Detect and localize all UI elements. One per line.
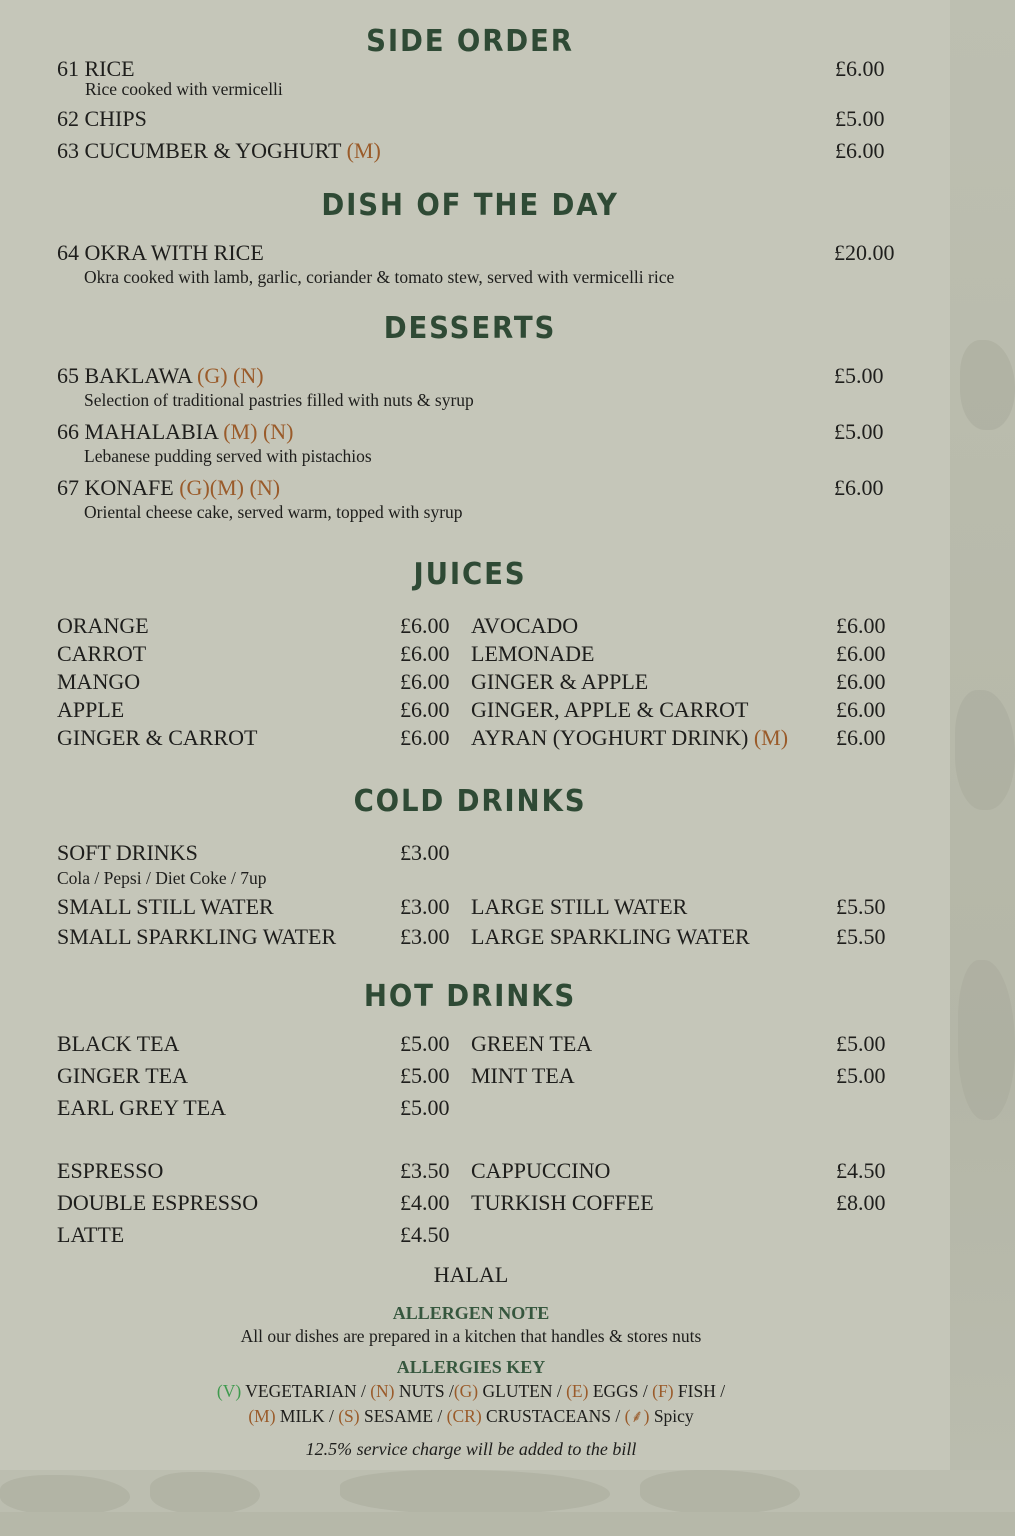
menu-item-name: 61 RICE (57, 56, 135, 81)
milk-tag: (M) (248, 1406, 276, 1426)
drink-name: LARGE STILL WATER (471, 894, 688, 919)
drink-name: SOFT DRINKS (57, 840, 198, 865)
menu-item-price: £5.00 (835, 106, 885, 131)
halal-label: HALAL (433, 1262, 509, 1287)
menu-item-price: £5.00 (834, 419, 884, 444)
background-leaf (150, 1472, 260, 1514)
juice-price: £6.00 (836, 669, 886, 694)
drink-name: EARL GREY TEA (57, 1095, 227, 1120)
juice-price: £6.00 (836, 697, 886, 722)
allergen-note-title: ALLERGEN NOTE (392, 1303, 550, 1323)
juice-price: £6.00 (400, 641, 450, 666)
drink-price: £5.00 (400, 1031, 450, 1056)
drink-description: Cola / Pepsi / Diet Coke / 7up (57, 868, 267, 888)
allergen-tag: (G)(M) (N) (179, 475, 281, 500)
drink-price: £4.50 (836, 1158, 886, 1183)
background-band (0, 1512, 1015, 1536)
drink-price: £5.50 (836, 894, 886, 919)
menu-item-description: Rice cooked with vermicelli (85, 79, 283, 99)
drink-price: £8.00 (836, 1190, 886, 1215)
menu-item-name: 65 BAKLAWA (G) (N) (57, 363, 264, 388)
background-leaf (0, 1475, 130, 1515)
allergies-key-line-1 (0, 1381, 942, 1402)
allergies-key-line-2 (0, 1404, 942, 1428)
background-leaf (640, 1470, 800, 1514)
menu-item-name: 63 CUCUMBER & YOGHURT (M) (57, 138, 381, 163)
juice-price: £6.00 (400, 669, 450, 694)
juice-name: ORANGE (57, 613, 149, 638)
juice-name: GINGER & APPLE (471, 669, 649, 694)
drink-name: LARGE SPARKLING WATER (471, 924, 750, 949)
drink-price: £3.00 (400, 840, 450, 865)
drink-price: £4.50 (400, 1222, 450, 1247)
juice-name: GINGER & CARROT (57, 725, 258, 750)
drink-price: £3.50 (400, 1158, 450, 1183)
drink-name: SMALL STILL WATER (57, 894, 274, 919)
allergen-tag: (G) (N) (197, 363, 264, 388)
key-label: FISH / (673, 1381, 726, 1401)
menu-item-price: £20.00 (834, 240, 895, 265)
juice-name: CARROT (57, 641, 147, 666)
drink-price: £5.00 (836, 1063, 886, 1088)
menu-item-price: £5.00 (834, 363, 884, 388)
vegetarian-tag: (V) (216, 1381, 242, 1401)
juice-price: £6.00 (836, 725, 886, 750)
section-title-cold-drinks: COLD DRINKS (353, 784, 587, 819)
drink-name: GINGER TEA (57, 1063, 188, 1088)
key-label: VEGETARIAN / (241, 1381, 371, 1401)
section-title-hot-drinks: HOT DRINKS (363, 979, 577, 1014)
menu-item-name: 67 KONAFE (G)(M) (N) (57, 475, 281, 500)
drink-price: £4.00 (400, 1190, 450, 1215)
service-charge-note: 12.5% service charge will be added to the bill (305, 1439, 637, 1459)
drink-price: £5.00 (836, 1031, 886, 1056)
juice-name: APPLE (57, 697, 125, 722)
key-label: GLUTEN / (478, 1381, 567, 1401)
menu-item-description: Okra cooked with lamb, garlic, coriander & tomato stew, served with vermicelli rice (84, 267, 675, 287)
section-title-juices: JUICES (413, 557, 527, 592)
juice-price: £6.00 (400, 725, 450, 750)
juice-price: £6.00 (400, 697, 450, 722)
allergen-tag: (M) (753, 725, 789, 750)
drink-name: BLACK TEA (57, 1031, 180, 1056)
background-leaf (340, 1470, 610, 1514)
menu-item-description: Selection of traditional pastries filled with nuts & syrup (84, 390, 474, 410)
key-label: EGGS / (588, 1381, 653, 1401)
juice-name: GINGER, APPLE & CARROT (471, 697, 749, 722)
menu-item-price: £6.00 (835, 56, 885, 81)
menu-item-price: £6.00 (835, 138, 885, 163)
menu-item-description: Lebanese pudding served with pistachios (84, 446, 372, 466)
menu-item-name: 66 MAHALABIA (M) (N) (57, 419, 294, 444)
drink-price: £5.00 (400, 1095, 450, 1120)
juice-name: MANGO (57, 669, 141, 694)
section-title-desserts: DESSERTS (383, 311, 557, 346)
key-label: Spicy (649, 1406, 694, 1426)
drink-name: CAPPUCCINO (471, 1158, 611, 1183)
drink-price: £5.00 (400, 1063, 450, 1088)
drink-name: LATTE (57, 1222, 125, 1247)
drink-price: £5.50 (836, 924, 886, 949)
fish-tag: (F) (652, 1381, 674, 1401)
allergen-tag: (M) (346, 138, 381, 163)
drink-name: GREEN TEA (471, 1031, 593, 1056)
allergen-tag: (M) (N) (223, 419, 294, 444)
key-label: MILK / (275, 1406, 339, 1426)
chilli-icon: (⸙) (624, 1406, 650, 1426)
sesame-tag: (S) (338, 1406, 360, 1426)
key-label: CRUSTACEANS / (481, 1406, 625, 1426)
menu-item-name: 62 CHIPS (57, 106, 147, 131)
key-label: NUTS / (394, 1381, 454, 1401)
juice-price: £6.00 (836, 641, 886, 666)
juice-name: AVOCADO (471, 613, 579, 638)
section-title-dish-of-the-day: DISH OF THE DAY (321, 188, 619, 223)
drink-name: MINT TEA (471, 1063, 575, 1088)
gluten-tag: (G) (453, 1381, 479, 1401)
drink-name: TURKISH COFFEE (471, 1190, 654, 1215)
section-title-side-order: SIDE ORDER (366, 24, 574, 59)
juice-price: £6.00 (836, 613, 886, 638)
drink-name: ESPRESSO (57, 1158, 164, 1183)
juice-price: £6.00 (400, 613, 450, 638)
juice-name: LEMONADE (471, 641, 595, 666)
eggs-tag: (E) (566, 1381, 589, 1401)
menu-item-name: 64 OKRA WITH RICE (57, 240, 264, 265)
allergies-key-title: ALLERGIES KEY (396, 1357, 546, 1377)
juice-name: AYRAN (YOGHURT DRINK) (M) (471, 725, 789, 750)
drink-name: SMALL SPARKLING WATER (57, 924, 337, 949)
drink-price: £3.00 (400, 894, 450, 919)
drink-price: £3.00 (400, 924, 450, 949)
crustaceans-tag: (CR) (446, 1406, 482, 1426)
nuts-tag: (N) (370, 1381, 395, 1401)
key-label: SESAME / (359, 1406, 447, 1426)
allergen-note-text: All our dishes are prepared in a kitchen that handles & stores nuts (240, 1326, 702, 1346)
menu-item-price: £6.00 (834, 475, 884, 500)
menu-item-description: Oriental cheese cake, served warm, topped with syrup (84, 502, 463, 522)
drink-name: DOUBLE ESPRESSO (57, 1190, 259, 1215)
